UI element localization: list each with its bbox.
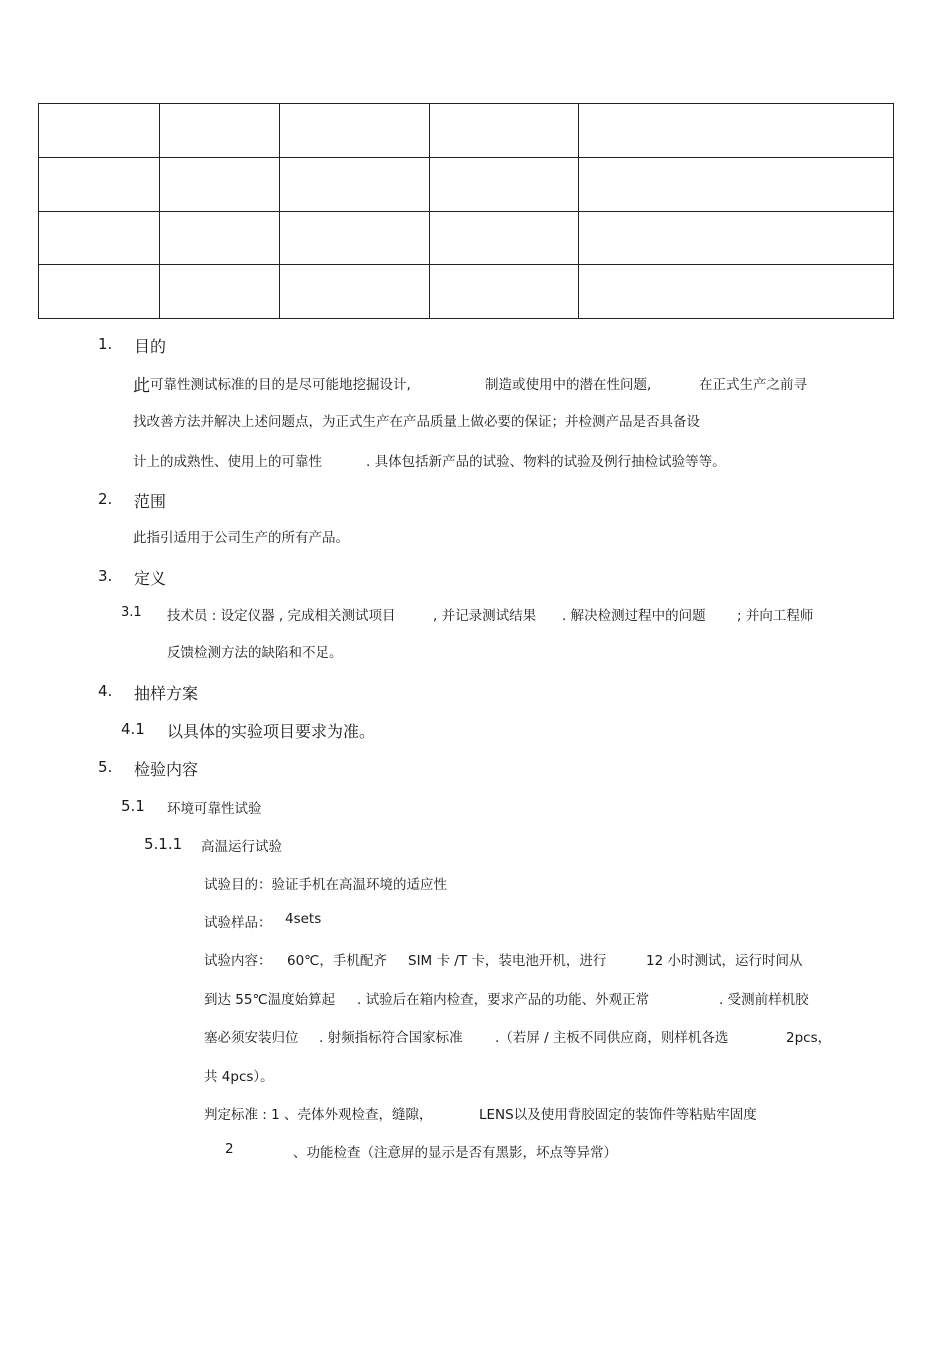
table-cell [39, 157, 160, 211]
section-5-1-1-title: 高温运行试验 [201, 839, 282, 855]
test-content-line-2-part: 到达 55℃温度始算起 [204, 992, 336, 1008]
table-cell [579, 211, 894, 265]
section-1-line-1-part: 可靠性测试标准的目的是尽可能地挖掘设计, [150, 377, 411, 393]
section-3-1-number: 3.1 [121, 605, 142, 620]
test-content-line-3-part: 塞必须安装归位 [204, 1030, 299, 1046]
section-3-1-line-1-part: , 并记录测试结果 [433, 608, 537, 624]
table-cell [430, 157, 579, 211]
section-5-1-number: 5.1 [121, 797, 145, 815]
section-5-1-1-number: 5.1.1 [144, 835, 183, 853]
test-content-line-1-part: SIM 卡 /T 卡，装电池开机，进行 [408, 953, 607, 969]
section-3-title: 定义 [134, 569, 167, 588]
header-table [38, 103, 894, 319]
section-1-line-3-part: 计上的成熟性、使用上的可靠性 [133, 454, 322, 470]
test-content-line-3-part: . 射频指标符合国家标准 [319, 1030, 463, 1046]
table-cell [39, 211, 160, 265]
table-cell [430, 104, 579, 158]
table-cell [39, 265, 160, 319]
test-content-line-1-part: 试验内容： [204, 953, 272, 969]
criteria-line-1-part: LENS以及使用背胶固定的装饰件等粘贴牢固度 [479, 1107, 757, 1123]
table-row [39, 265, 894, 319]
table-cell [39, 104, 160, 158]
table-row [39, 211, 894, 265]
table-cell [430, 265, 579, 319]
section-2-number: 2. [98, 490, 113, 508]
test-content-line-4: 共 4pcs）。 [204, 1069, 274, 1085]
section-4-1-number: 4.1 [121, 720, 145, 738]
table-cell [579, 157, 894, 211]
table-cell [160, 104, 280, 158]
criteria-line-1-part: 判定标准 : 1 、壳体外观检查，缝隙， [204, 1107, 433, 1123]
test-content-line-3-part: 2pcs， [786, 1030, 832, 1046]
section-1-line-2: 找改善方法并解决上述问题点，为正式生产在产品质量上做必要的保证；并检测产品是否具备设 [133, 414, 700, 430]
table-cell [430, 211, 579, 265]
section-3-1-line-1-part: ; 并向工程师 [737, 608, 814, 624]
section-4-1-text: 以具体的实验项目要求为准。 [167, 722, 376, 741]
table-cell [160, 211, 280, 265]
test-content-line-3-part: .（若屏 / 主板不同供应商，则样机各选 [495, 1030, 729, 1046]
criteria-line-2-text: 、功能检查（注意屏的显示是否有黑影，坏点等异常） [293, 1145, 617, 1161]
section-1-number: 1. [98, 335, 113, 353]
table-cell [280, 157, 430, 211]
table-cell [579, 104, 894, 158]
test-purpose: 试验目的：验证手机在高温环境的适应性 [204, 877, 447, 893]
table-cell [160, 157, 280, 211]
test-content-line-1-part: 60℃，手机配齐 [287, 953, 387, 969]
section-1-line-1-part: 制造或使用中的潜在性问题, [485, 377, 652, 393]
criteria-line-2-number: 2 [225, 1141, 234, 1157]
section-1-line-1-first-char: 此 [133, 376, 150, 396]
section-2-title: 范围 [134, 492, 167, 511]
section-1-line-1-part: 在正式生产之前寻 [699, 377, 807, 393]
section-1-title: 目的 [134, 337, 167, 356]
section-3-1-line-1-part: . 解决检测过程中的问题 [562, 608, 706, 624]
section-4-title: 抽样方案 [134, 684, 199, 703]
table-cell [280, 265, 430, 319]
section-2-line-1: 此指引适用于公司生产的所有产品。 [133, 530, 349, 546]
test-content-line-2-part: . 受测前样机胶 [719, 992, 809, 1008]
section-4-number: 4. [98, 682, 113, 700]
section-3-1-line-2: 反馈检测方法的缺陷和不足。 [167, 645, 343, 661]
section-5-1-title: 环境可靠性试验 [167, 801, 262, 817]
section-3-number: 3. [98, 567, 113, 585]
section-5-title: 检验内容 [134, 760, 199, 779]
table-cell [160, 265, 280, 319]
section-3-1-line-1-part: 技术员 : 设定仪器 , 完成相关测试项目 [167, 608, 396, 624]
section-1-line-3-part: . 具体包括新产品的试验、物料的试验及例行抽检试验等等。 [366, 454, 726, 470]
test-content-line-2-part: . 试验后在箱内检查，要求产品的功能、外观正常 [357, 992, 650, 1008]
table-cell [280, 211, 430, 265]
table-cell [280, 104, 430, 158]
table-cell [579, 265, 894, 319]
section-5-number: 5. [98, 758, 113, 776]
table-row [39, 157, 894, 211]
test-samples-label: 试验样品： [204, 915, 272, 931]
test-content-line-1-part: 12 小时测试，运行时间从 [646, 953, 803, 969]
test-samples-value: 4sets [285, 911, 322, 927]
table-row [39, 104, 894, 158]
